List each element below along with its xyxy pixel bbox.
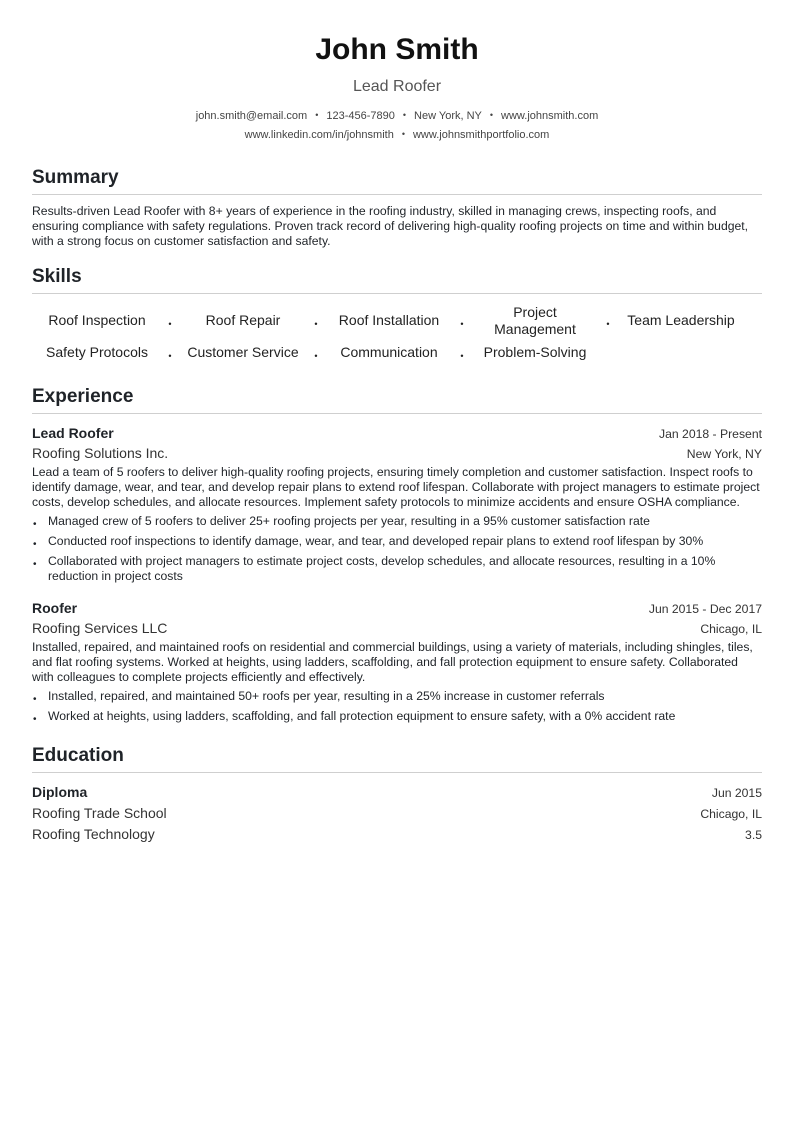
education-section <box>32 744 762 845</box>
bullet-text: Worked at heights, using ladders, scaffolding, and fall protection equipment to ensure safety, with a 0% accident rate <box>48 709 676 723</box>
job-subheader <box>32 618 762 639</box>
contact-separator: • <box>315 110 319 120</box>
bullet-text: Conducted roof inspections to identify damage, wear, and tear, and developed repair plans to extend roof lifespan by 30% <box>48 534 704 548</box>
job-description: Lead a team of 5 roofers to deliver high-quality roofing projects, ensuring timely completion and customer satisfaction. Inspect roofs to identify damage, wear, and tear, and develop repair plans to extend roof lifespan. Collaborate with project managers to estimate project costs, develop schedules, and allocate resources. Implement safety protocols to minimize accidents and ensure OSHA compliance. <box>32 465 760 509</box>
experience-heading: Experience <box>32 385 762 414</box>
job-description: Installed, repaired, and maintained roofs on residential and commercial buildings, using a variety of materials, including shingles, tiles, and flat roofing systems. Worked at heights, using ladders, scaffolding, and fall protection equipment to ensure safety. Collaborated with colleagues to complete projects efficiently and effectively. <box>32 640 753 684</box>
education-degree: Diploma <box>32 784 88 800</box>
education-header <box>32 782 762 803</box>
job-location: Chicago, IL <box>700 622 762 636</box>
contact-phone: 123-456-7890 <box>326 110 395 122</box>
skills-section <box>32 265 762 367</box>
education-entry <box>32 782 762 845</box>
education-gpa: 3.5 <box>745 828 762 842</box>
education-field-row <box>32 824 762 845</box>
job-dates: Jun 2015 - Dec 2017 <box>648 602 762 616</box>
education-location: Chicago, IL <box>700 807 762 821</box>
contact-linkedin: www.linkedin.com/in/johnsmith <box>244 129 394 141</box>
candidate-title: Lead Roofer <box>352 78 442 95</box>
summary-heading: Summary <box>32 166 762 195</box>
bullet-text: Collaborated with project managers to estimate project costs, develop schedules, and allocate resources, resulting in a 10% reduction in project costs <box>48 554 716 583</box>
skills-grid <box>32 303 762 367</box>
job-role: Lead Roofer <box>32 425 114 441</box>
job-entry <box>32 423 762 584</box>
bullet-text: Installed, repaired, and maintained 50+ roofs per year, resulting in a 25% increase in customer referrals <box>48 689 605 703</box>
contact-separator: • <box>401 129 405 139</box>
job-header <box>32 598 762 618</box>
skills-heading: Skills <box>32 265 762 294</box>
skill-separator: • <box>606 318 610 329</box>
skill-separator: • <box>168 318 172 329</box>
skill-item: Safety Protocols <box>46 344 148 360</box>
candidate-name: John Smith <box>315 33 479 66</box>
list-item <box>32 689 762 704</box>
bullet-icon: • <box>33 694 37 705</box>
education-school-row <box>32 803 762 824</box>
skill-separator: • <box>460 350 464 361</box>
contact-website: www.johnsmith.com <box>501 110 599 122</box>
education-date: Jun 2015 <box>711 786 762 800</box>
job-location: New York, NY <box>686 447 762 461</box>
education-school: Roofing Trade School <box>32 805 167 821</box>
contact-line-1 <box>32 106 762 125</box>
job-bullets <box>32 689 762 724</box>
resume-header <box>32 0 762 144</box>
skill-item: Team Leadership <box>627 312 735 328</box>
job-header <box>32 423 762 443</box>
list-item <box>32 534 762 549</box>
bullet-icon: • <box>33 539 37 550</box>
contact-separator: • <box>402 110 407 120</box>
contact-separator: • <box>489 110 494 120</box>
job-dates: Jan 2018 - Present <box>659 427 762 441</box>
skill-item: Problem-Solving <box>483 344 587 360</box>
contact-location: New York, NY <box>414 110 482 122</box>
skill-item: Customer Service <box>187 344 299 360</box>
bullet-icon: • <box>33 714 37 725</box>
contact-line-2 <box>32 125 762 144</box>
bullet-icon: • <box>33 559 37 570</box>
experience-section <box>32 385 762 724</box>
job-role: Roofer <box>32 600 78 616</box>
list-item <box>32 709 762 724</box>
list-item <box>32 514 762 529</box>
skill-item: Roof Repair <box>205 312 281 328</box>
job-entry <box>32 598 762 724</box>
skill-separator: • <box>314 350 318 361</box>
skills-row <box>32 338 762 367</box>
list-item <box>32 554 762 584</box>
skill-separator: • <box>314 318 318 329</box>
contact-portfolio: www.johnsmithportfolio.com <box>412 129 550 141</box>
bullet-text: Managed crew of 5 roofers to deliver 25+ roofing projects per year, resulting in a 95% customer satisfaction rate <box>48 514 650 528</box>
job-company: Roofing Solutions Inc. <box>32 445 169 461</box>
skills-row <box>32 303 762 338</box>
skill-item: Project Management <box>494 303 576 337</box>
skill-separator: • <box>460 318 464 329</box>
skill-item: Roof Installation <box>338 312 440 328</box>
job-company: Roofing Services LLC <box>32 620 168 636</box>
summary-text: Results-driven Lead Roofer with 8+ years of experience in the roofing industry, skilled in managing crews, inspecting roofs, and ensuring compliance with safety regulations. Proven track record of delivering high-quality roofing projects on time and within budget, with a strong focus on customer satisfaction and safety. <box>32 204 749 248</box>
summary-section <box>32 166 762 249</box>
skill-separator: • <box>168 350 172 361</box>
education-field: Roofing Technology <box>32 826 155 842</box>
skill-item: Communication <box>340 344 438 360</box>
contact-email: john.smith@email.com <box>195 110 308 122</box>
job-subheader <box>32 443 762 464</box>
job-bullets <box>32 514 762 584</box>
skill-item: Roof Inspection <box>48 312 146 328</box>
education-heading: Education <box>32 744 762 773</box>
bullet-icon: • <box>33 519 37 530</box>
